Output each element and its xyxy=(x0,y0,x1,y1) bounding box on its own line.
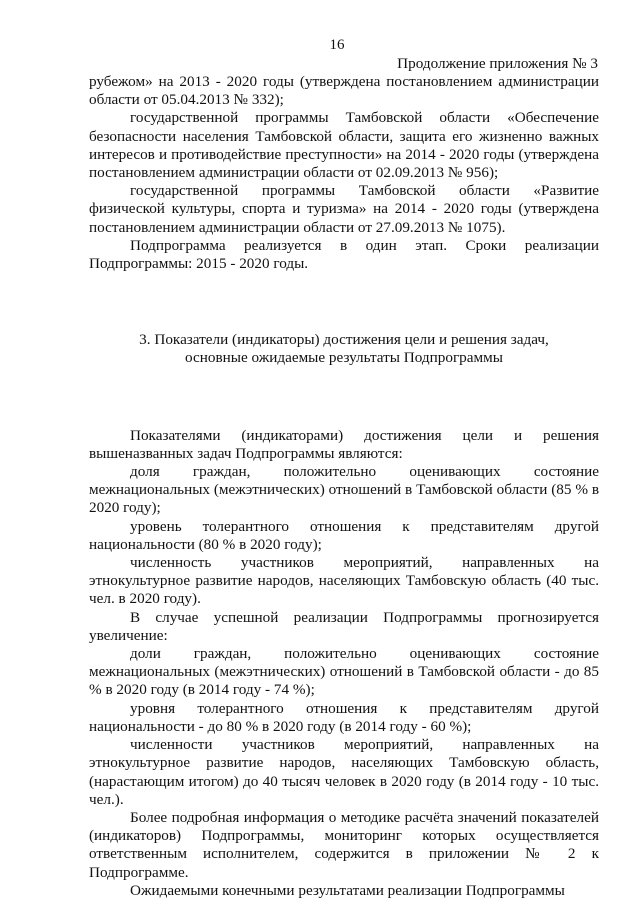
paragraph: доли граждан, положительно оценивающих состояние межнациональных (межэтнических) отношений в Тамбовской области - до 85 % в 2020 году (в 2014 году - 74 %); xyxy=(89,645,599,699)
paragraph: доля граждан, положительно оценивающих состояние межнациональных (межэтнических) отношений в Тамбовской области (85 % в 2020 году); xyxy=(89,463,599,517)
paragraph: В случае успешной реализации Подпрограммы прогнозируется увеличение: xyxy=(89,608,599,644)
paragraph: государственной программы Тамбовской области «Обеспечение безопасности населения Тамбовской области, защита его жизненно важных интересов и противодействие преступности» на 2014 - 2020 годы (утверждена постановлением администрации области от 02.09.2013 № 956); xyxy=(89,109,599,182)
paragraph: уровня толерантного отношения к представителям другой национальности - до 80 % в 2020 году (в 2014 году - 60 %); xyxy=(89,699,599,735)
paragraph: уровень толерантного отношения к представителям другой национальности (80 % в 2020 году); xyxy=(89,517,599,553)
paragraph: Более подробная информация о методике расчёта значений показателей (индикаторов) Подпрограммы, мониторинг которых осуществляется ответственным исполнителем, содержится в приложении № 2 к Подпрограмме. xyxy=(89,808,599,881)
document-body xyxy=(89,73,599,900)
paragraph: Ожидаемыми конечными результатами реализации Подпрограммы xyxy=(130,881,565,899)
paragraph: Показателями (индикаторами) достижения цели и решения вышеназванных задач Подпрограммы являются: xyxy=(89,426,599,462)
section-heading-line-1: 3. Показатели (индикаторы) достижения цели и решения задач, xyxy=(139,331,549,349)
paragraph: государственной программы Тамбовской области «Развитие физической культуры, спорта и туризма» на 2014 - 2020 годы (утверждена постановлением администрации области от 27.09.2013 № 1075). xyxy=(89,182,599,236)
paragraph: численности участников мероприятий, направленных на этнокультурное развитие народов, населяющих Тамбовскую область, (нарастающим итогом) до 40 тысяч человек в 2020 году (в 2014 году - 10 тыс. чел.). xyxy=(89,736,599,808)
paragraph: Подпрограмма реализуется в один этап. Сроки реализации Подпрограммы: 2015 - 2020 годы. xyxy=(89,236,599,273)
section-heading-line-2: основные ожидаемые результаты Подпрограммы xyxy=(185,349,503,367)
paragraph: рубежом» на 2013 - 2020 годы (утверждена постановлением администрации области от 05.04.2013 № 332); xyxy=(89,73,599,109)
paragraph: численность участников мероприятий, направленных на этнокультурное развитие народов, населяющих Тамбовскую область (40 тыс. чел. в 2020 году). xyxy=(89,554,599,608)
page-number: 16 xyxy=(329,37,345,53)
appendix-continuation-note: Продолжение приложения № 3 xyxy=(397,55,598,72)
